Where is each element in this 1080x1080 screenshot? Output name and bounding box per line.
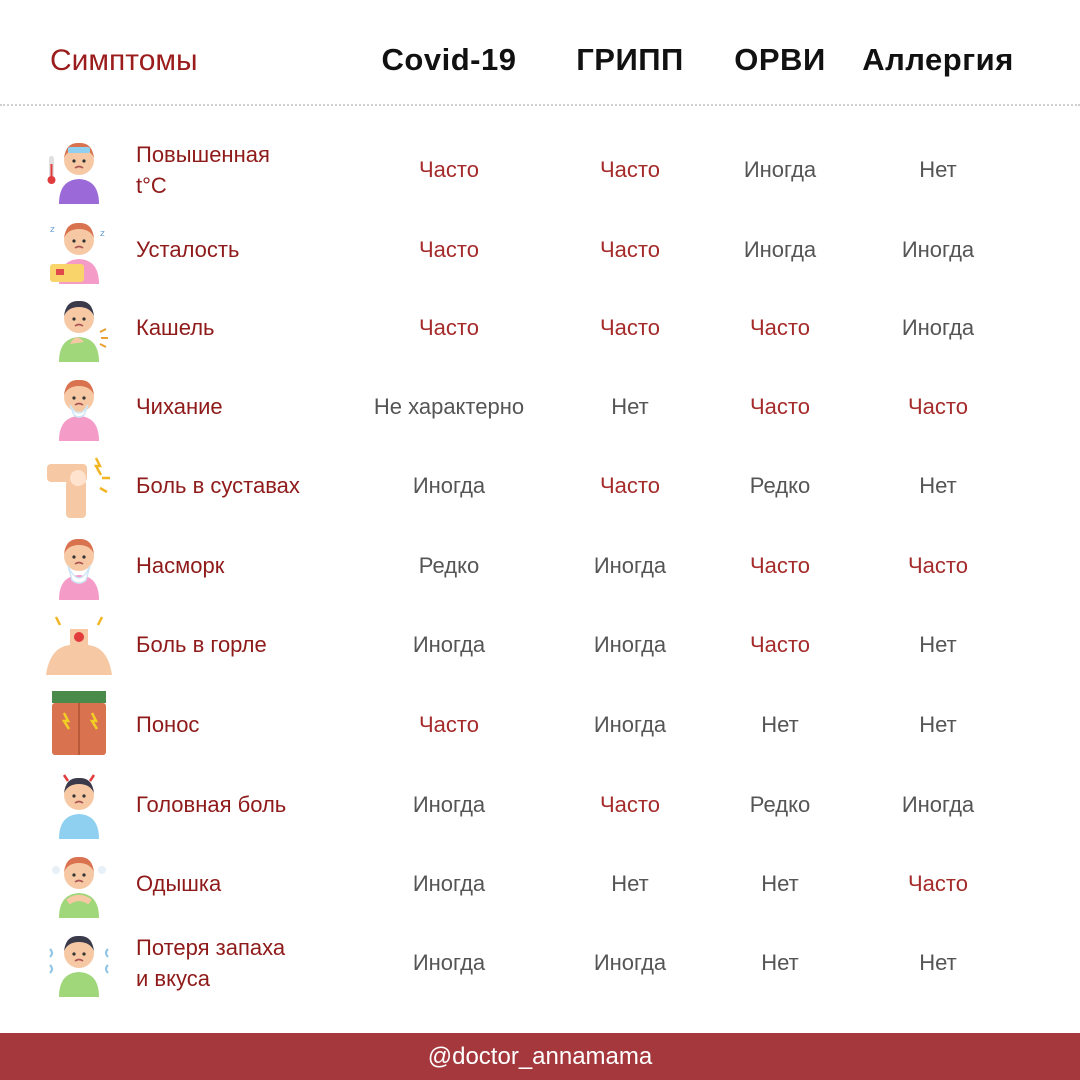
cell-flu: Иногда: [593, 711, 667, 737]
cell-allergy: Нет: [919, 949, 957, 975]
symptoms-column-title: Симптомы: [50, 44, 198, 77]
cell-flu: Иногда: [593, 552, 667, 578]
cell-orvi: Часто: [750, 393, 810, 419]
neck-pain-icon: [44, 609, 114, 679]
cell-orvi: Редко: [749, 472, 811, 498]
table-header: [0, 0, 1080, 106]
column-orvi: ОРВИ: [734, 42, 826, 77]
symptom-name: Потеря запаха и вкуса: [136, 934, 286, 991]
cell-orvi: Часто: [750, 631, 810, 657]
cell-covid: Не характерно: [373, 393, 525, 419]
cell-orvi: Иногда: [743, 236, 817, 262]
cell-orvi: Часто: [750, 552, 810, 578]
stomach-pain-icon: [44, 689, 114, 759]
cell-orvi: Нет: [761, 711, 799, 737]
table-row: [0, 923, 1080, 1002]
table-row: [0, 367, 1080, 446]
sneezing-person-icon: [44, 371, 114, 441]
cell-allergy: Нет: [919, 156, 957, 182]
table-row: [0, 605, 1080, 684]
cell-allergy: Нет: [919, 472, 957, 498]
shortness-of-breath-person-icon: [44, 848, 114, 918]
cell-flu: Иногда: [593, 949, 667, 975]
symptom-name: Кашель: [136, 315, 215, 340]
table-row: [0, 765, 1080, 844]
cell-allergy: Нет: [919, 711, 957, 737]
svg-text:z: z: [50, 225, 55, 235]
cell-allergy: Иногда: [901, 314, 975, 340]
symptom-name: Чихание: [136, 394, 223, 419]
symptom-name: Насморк: [136, 553, 225, 578]
cell-covid: Часто: [419, 711, 479, 737]
runny-nose-person-icon: [44, 530, 114, 600]
cell-allergy: Иногда: [901, 791, 975, 817]
symptom-name: Одышка: [136, 871, 222, 896]
cell-flu: Часто: [600, 791, 660, 817]
column-covid: Covid-19: [381, 42, 517, 77]
cell-allergy: Часто: [908, 552, 968, 578]
cell-covid: Иногда: [412, 631, 486, 657]
cell-covid: Часто: [419, 156, 479, 182]
cell-covid: Часто: [419, 314, 479, 340]
table-row: [0, 844, 1080, 923]
cell-allergy: Иногда: [901, 236, 975, 262]
column-flu: ГРИПП: [576, 42, 684, 77]
fever-person-icon: [44, 134, 114, 204]
cell-covid: Иногда: [412, 472, 486, 498]
loss-of-smell-person-icon: [44, 927, 114, 997]
cell-allergy: Часто: [908, 870, 968, 896]
table-row: [0, 446, 1080, 525]
cell-orvi: Иногда: [743, 156, 817, 182]
footer-bar: [0, 1033, 1080, 1080]
cell-covid: Иногда: [412, 949, 486, 975]
cell-flu: Часто: [600, 472, 660, 498]
cell-orvi: Редко: [749, 791, 811, 817]
knee-pain-icon: [44, 450, 114, 520]
cell-orvi: Нет: [761, 870, 799, 896]
cell-flu: Часто: [600, 236, 660, 262]
svg-text:z: z: [100, 229, 105, 239]
table-row: [0, 210, 1080, 289]
cell-allergy: Часто: [908, 393, 968, 419]
tired-person-icon: [44, 214, 114, 284]
cell-orvi: Часто: [750, 314, 810, 340]
symptom-name: Понос: [136, 712, 200, 737]
cell-covid: Иногда: [412, 870, 486, 896]
symptom-name: Головная боль: [136, 792, 287, 817]
cell-orvi: Нет: [761, 949, 799, 975]
table-row: [0, 526, 1080, 605]
cell-flu: Часто: [600, 314, 660, 340]
cell-flu: Иногда: [593, 631, 667, 657]
author-handle: @doctor_annamama: [427, 1042, 653, 1070]
header-divider: [0, 104, 1080, 106]
table-row: [0, 130, 1080, 209]
symptom-name: Повышенная t°C: [136, 141, 270, 198]
symptom-name: Боль в суставах: [136, 473, 300, 498]
cell-covid: Редко: [418, 552, 480, 578]
table-row: [0, 288, 1080, 367]
cell-covid: Часто: [419, 236, 479, 262]
cell-covid: Иногда: [412, 791, 486, 817]
symptom-name: Усталость: [136, 237, 240, 262]
cell-flu: Часто: [600, 156, 660, 182]
table-row: [0, 685, 1080, 764]
symptom-name: Боль в горле: [136, 632, 267, 657]
cell-allergy: Нет: [919, 631, 957, 657]
coughing-person-icon: [44, 292, 114, 362]
cell-flu: Нет: [611, 870, 649, 896]
cell-flu: Нет: [611, 393, 649, 419]
column-allergy: Аллергия: [862, 42, 1014, 77]
headache-person-icon: [44, 769, 114, 839]
